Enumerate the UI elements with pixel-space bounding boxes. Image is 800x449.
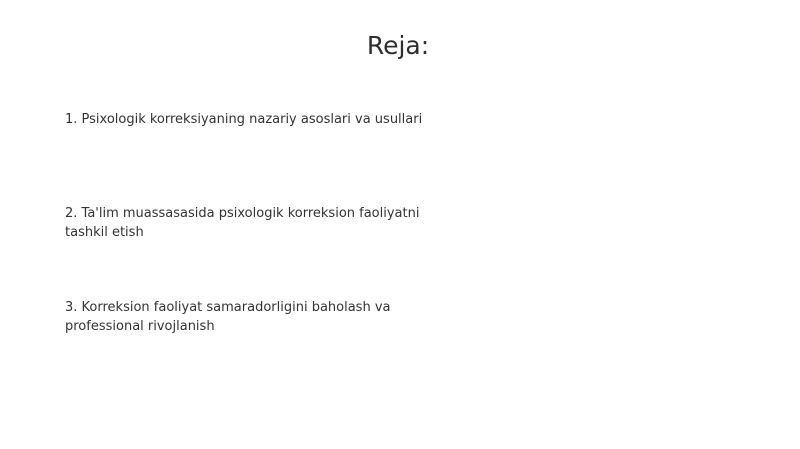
plan-item-1: 1. Psixologik korreksiyaning nazariy asoslari va usullari xyxy=(65,112,423,127)
plan-item-2: 2. Ta'lim muassasasida psixologik korreksion faoliyatni tashkil etish xyxy=(65,206,420,240)
plan-item-3: 3. Korreksion faoliyat samaradorligini baholash va professional rivojlanish xyxy=(65,300,391,334)
slide-title: Reja: xyxy=(366,31,430,60)
